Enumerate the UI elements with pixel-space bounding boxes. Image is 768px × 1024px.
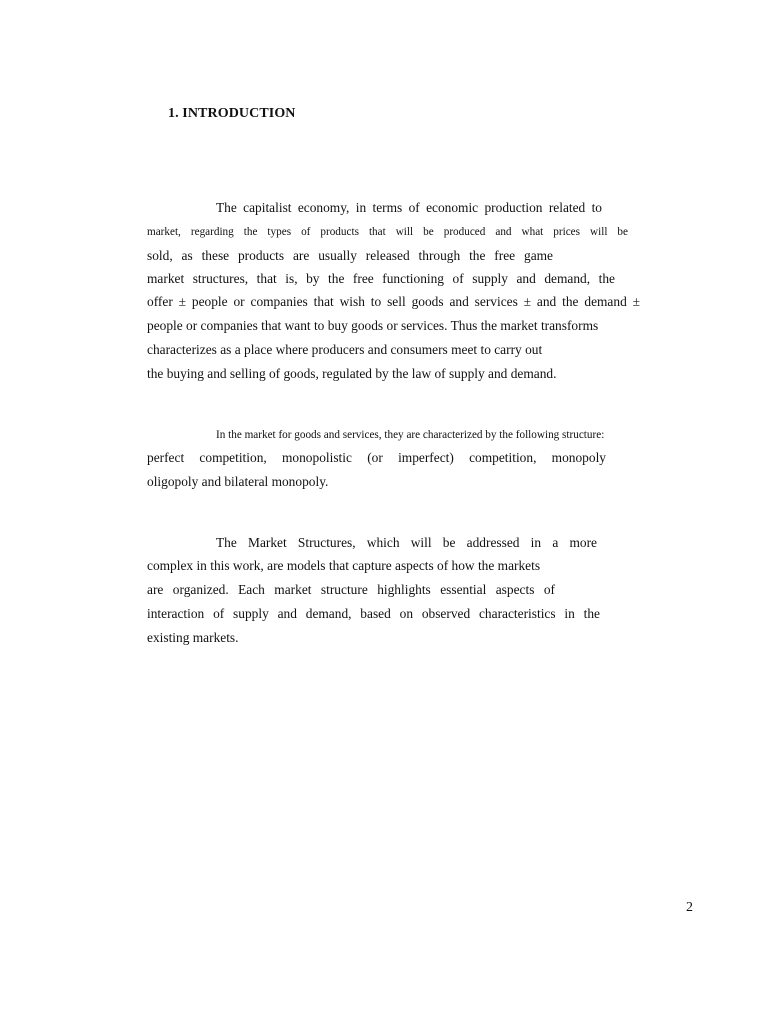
paragraph-2-line: oligopoly and bilateral monopoly. — [147, 474, 329, 489]
paragraph-1-line: market structures, that is, by the free functioning of supply and demand, the — [147, 271, 615, 286]
paragraph-1-line: offer ± people or companies that wish to sell goods and services ± and the demand ± — [147, 294, 640, 309]
paragraph-1-line: market, regarding the types of products that will be produced and what prices will be — [147, 226, 628, 238]
paragraph-1-line: characterizes as a place where producers and consumers meet to carry out — [147, 342, 543, 357]
paragraph-3-line: are organized. Each market structure highlights essential aspects of — [147, 582, 555, 597]
paragraph-3-line: complex in this work, are models that capture aspects of how the markets — [147, 558, 541, 573]
section-heading: 1. INTRODUCTION — [168, 106, 296, 121]
paragraph-1-line: The capitalist economy, in terms of economic production related to — [216, 200, 602, 215]
paragraph-3-line: existing markets. — [147, 630, 239, 645]
paragraph-3-line: The Market Structures, which will be addressed in a more — [216, 535, 597, 550]
paragraph-3-line: interaction of supply and demand, based on observed characteristics in the — [147, 606, 600, 621]
paragraph-1-line: sold, as these products are usually released through the free game — [147, 248, 553, 263]
paragraph-2-line: In the market for goods and services, they are characterized by the following structure: — [216, 429, 605, 441]
page-number: 2 — [686, 900, 693, 915]
paragraph-2-line: perfect competition, monopolistic (or imperfect) competition, monopoly — [147, 450, 606, 465]
paragraph-1-line: the buying and selling of goods, regulated by the law of supply and demand. — [147, 366, 557, 381]
paragraph-1-line: people or companies that want to buy goods or services. Thus the market transforms — [147, 318, 599, 333]
